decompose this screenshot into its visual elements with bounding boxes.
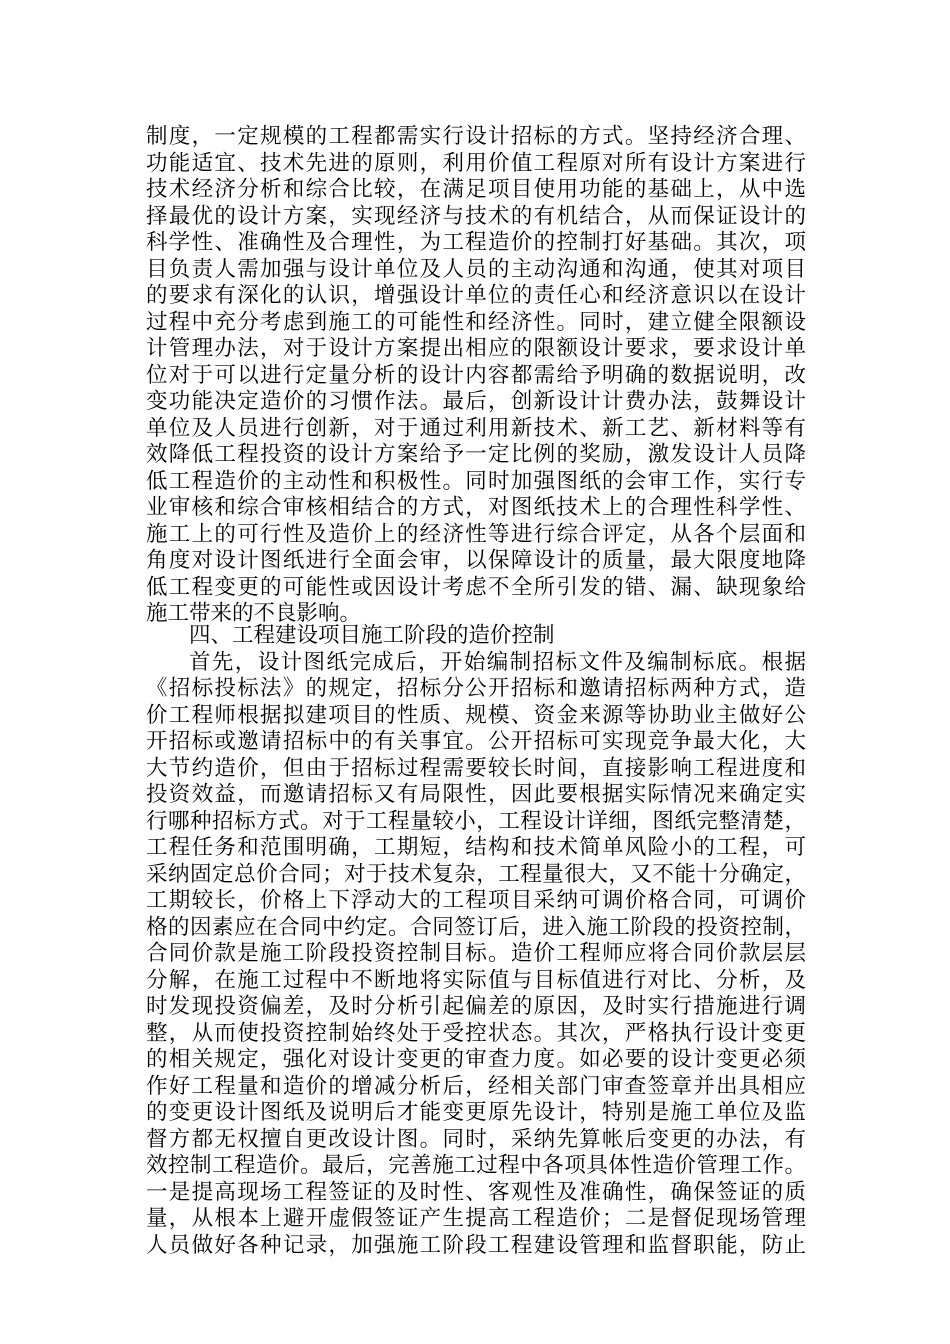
- text-line: 作好工程量和造价的增减分析后，经相关部门审查签章并出具相应: [146, 1073, 806, 1099]
- text-line: 位对于可以进行定量分析的设计内容都需给予明确的数据说明，改: [146, 362, 806, 388]
- text-line: 的变更设计图纸及说明后才能变更原先设计，特别是施工单位及监: [146, 1100, 806, 1125]
- text-line: 开招标或邀请招标中的有关事宜。公开招标可实现竞争最大化，大: [146, 729, 806, 754]
- text-line: 效降低工程投资的设计方案给予一定比例的奖励，激发设计人员降: [146, 442, 806, 467]
- text-line: 变功能决定造价的习惯作法。最后，创新设计计费办法，鼓舞设计: [146, 389, 806, 414]
- text-line: 合同价款是施工阶段投资控制目标。造价工程师应将合同价款层层: [146, 941, 806, 966]
- text-line: 大节约造价，但由于招标过程需要较长时间，直接影响工程进度和: [146, 755, 806, 781]
- text-line: 量，从根本上避开虚假签证产生提高工程造价；二是督促现场管理: [146, 1206, 806, 1231]
- text-line: 的相关规定，强化对设计变更的审查力度。如必要的设计变更必须: [146, 1047, 806, 1072]
- text-line: 行哪种招标方式。对于工程量较小，工程设计详细，图纸完整清楚，: [146, 808, 806, 834]
- text-line: 施工上的可行性及造价上的经济性等进行综合评定，从各个层面和: [146, 521, 806, 547]
- text-line: 首先，设计图纸完成后，开始编制招标文件及编制标底。根据: [189, 649, 806, 675]
- text-line: 分解，在施工过程中不断地将实际值与目标值进行对比、分析，及: [146, 967, 806, 993]
- text-line: 工期较长，价格上下浮动大的工程项目采纳可调价格合同，可调价: [146, 888, 806, 913]
- paragraph-design-stage: [146, 124, 806, 628]
- text-line: 技术经济分析和综合比较，在满足项目使用功能的基础上，从中选: [146, 177, 806, 202]
- text-line: 制度，一定规模的工程都需实行设计招标的方式。坚持经济合理、: [146, 124, 806, 149]
- text-line: 择最优的设计方案，实现经济与技术的有机结合，从而保证设计的: [146, 203, 806, 229]
- section-construction-stage: [146, 623, 806, 1259]
- text-line: 整，从而使投资控制始终处于受控状态。其次，严格执行设计变更: [146, 1020, 806, 1046]
- text-line: 《招标投标法》的规定，招标分公开招标和邀请招标两种方式，造: [146, 676, 806, 701]
- text-line: 单位及人员进行创新，对于通过利用新技术、新工艺、新材料等有: [146, 415, 806, 441]
- text-line: 效控制工程造价。最后，完善施工过程中各项具体性造价管理工作。: [146, 1153, 806, 1178]
- text-line: 采纳固定总价合同；对于技术复杂，工程量很大，又不能十分确定，: [146, 861, 806, 887]
- text-line: 低工程变更的可能性或因设计考虑不全所引发的错、漏、缺现象给: [146, 574, 806, 600]
- section-heading: 四、工程建设项目施工阶段的造价控制: [189, 623, 555, 648]
- text-line: 施工带来的不良影响。: [146, 601, 362, 626]
- text-line: 目负责人需加强与设计单位及人员的主动沟通和沟通，使其对项目: [146, 256, 806, 282]
- text-line: 低工程造价的主动性和积极性。同时加强图纸的会审工作，实行专: [146, 468, 806, 494]
- text-line: 投资效益，而邀请招标又有局限性，因此要根据实际情况来确定实: [146, 782, 806, 807]
- section-body: [146, 650, 806, 1260]
- text-line: 督方都无权擅自更改设计图。同时，采纳先算帐后变更的办法，有: [146, 1126, 806, 1152]
- text-line: 计管理办法，对于设计方案提出相应的限额设计要求，要求设计单: [146, 336, 806, 361]
- text-line: 业审核和综合审核相结合的方式，对图纸技术上的合理性科学性、: [146, 495, 806, 520]
- text-line: 功能适宜、技术先进的原则，利用价值工程原对所有设计方案进行: [146, 150, 806, 176]
- text-line: 过程中充分考虑到施工的可能性和经济性。同时，建立健全限额设: [146, 309, 806, 335]
- text-line: 人员做好各种记录，加强施工阶段工程建设管理和监督职能，防止: [146, 1232, 806, 1258]
- text-line: 角度对设计图纸进行全面会审，以保障设计的质量，最大限度地降: [146, 548, 806, 573]
- text-line: 格的因素应在合同中约定。合同签订后，进入施工阶段的投资控制，: [146, 914, 806, 940]
- text-line: 工程任务和范围明确，工期短，结构和技术简单风险小的工程，可: [146, 835, 806, 860]
- text-line: 时发现投资偏差，及时分析引起偏差的原因，及时实行措施进行调: [146, 994, 806, 1019]
- text-line: 一是提高现场工程签证的及时性、客观性及准确性，确保签证的质: [146, 1179, 806, 1205]
- text-line: 科学性、准确性及合理性，为工程造价的控制打好基础。其次，项: [146, 230, 806, 255]
- text-line: 的要求有深化的认识，增强设计单位的责任心和经济意识以在设计: [146, 283, 806, 308]
- text-line: 价工程师根据拟建项目的性质、规模、资金来源等协助业主做好公: [146, 702, 806, 728]
